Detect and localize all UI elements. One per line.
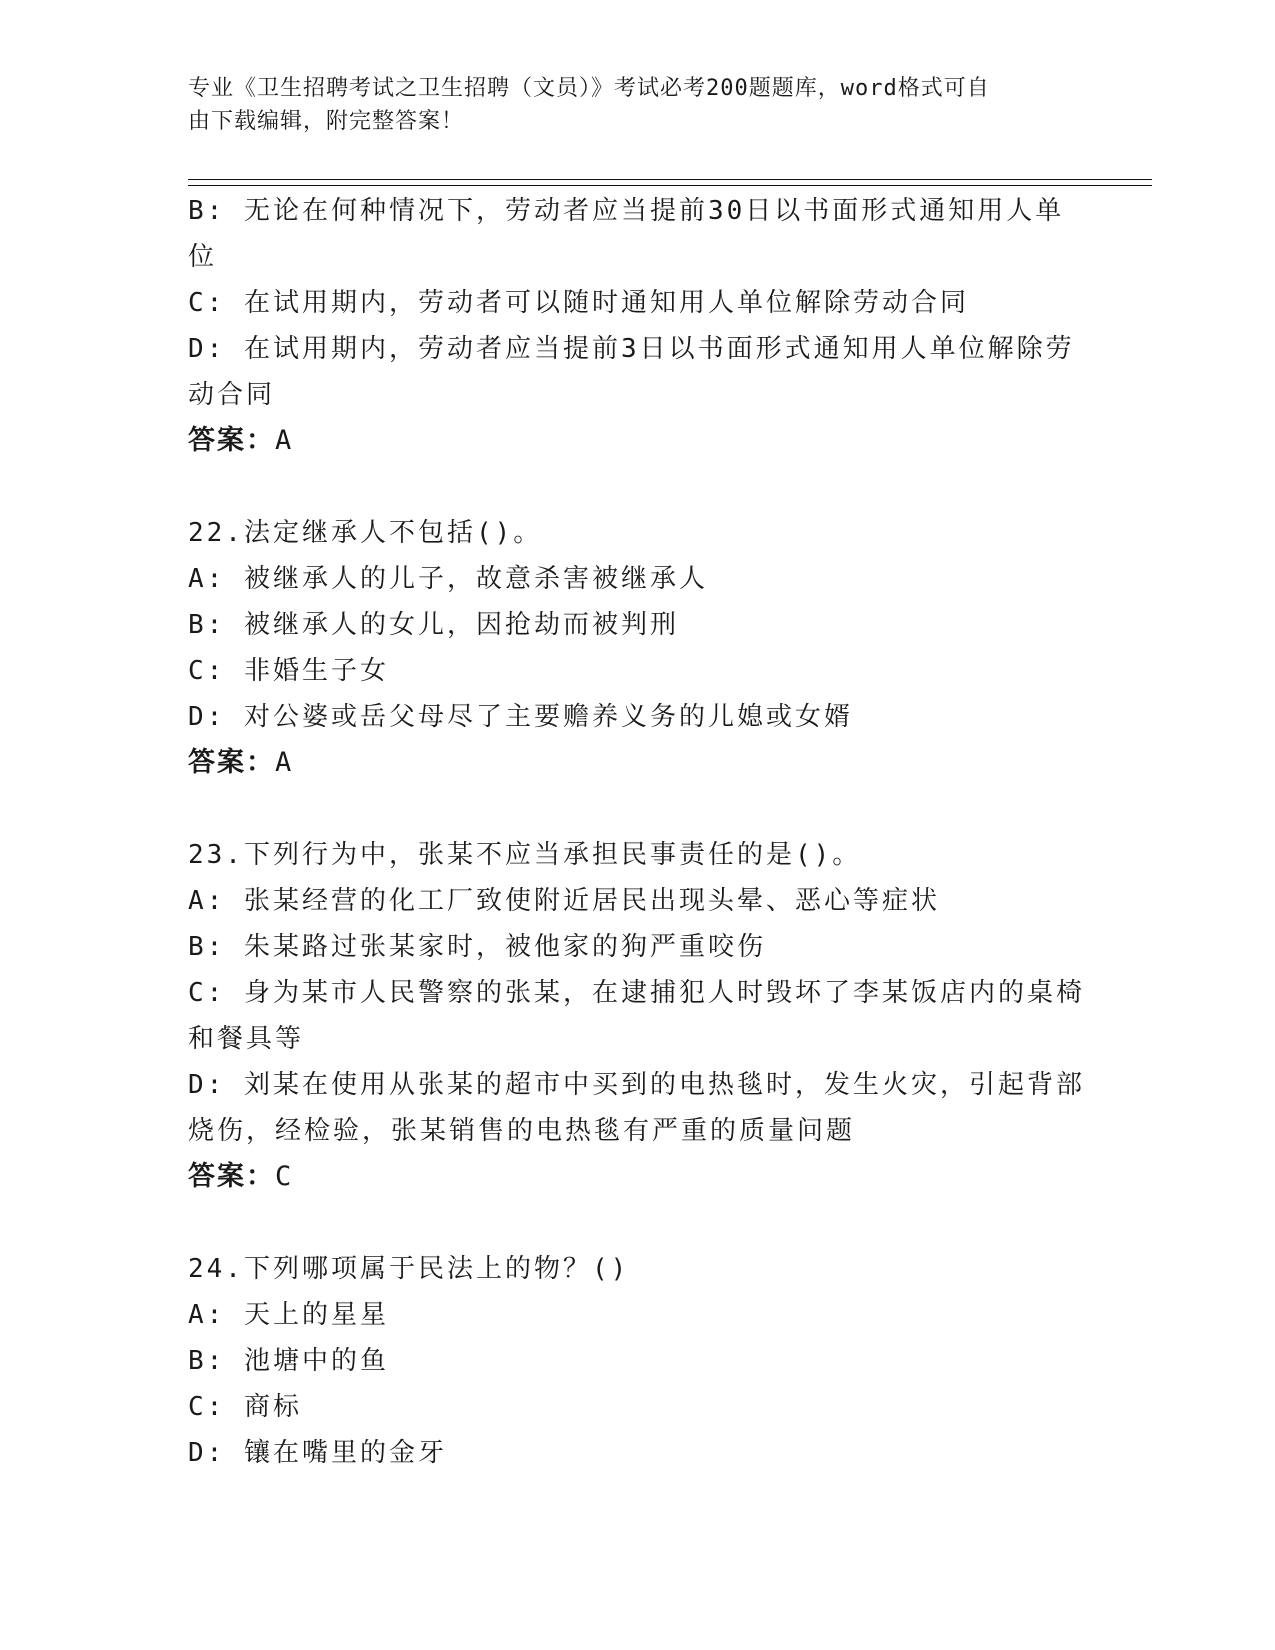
question-content xyxy=(188,188,1085,1476)
q24-option-a: A: 天上的星星 xyxy=(188,1300,389,1330)
q21-answer xyxy=(188,418,1068,464)
q22-option-a: A: 被继承人的儿子，故意杀害被继承人 xyxy=(188,564,708,594)
q23-title: 23.下列行为中，张某不应当承担民事责任的是()。 xyxy=(188,840,862,870)
q23-option-b: B: 朱某路过张某家时，被他家的狗严重咬伤 xyxy=(188,932,766,962)
header-line-1: 专业《卫生招聘考试之卫生招聘（文员）》考试必考200题题库，word格式可自 xyxy=(188,76,990,101)
q21-answer-value: A xyxy=(275,425,294,456)
q22-answer-value: A xyxy=(275,747,294,778)
q21-option-c: C: 在试用期内，劳动者可以随时通知用人单位解除劳动合同 xyxy=(188,288,969,318)
spacer xyxy=(188,464,1068,510)
q22-answer xyxy=(188,740,1068,786)
q22-option-d: D: 对公婆或岳父母尽了主要赡养义务的儿媳或女婿 xyxy=(188,702,853,732)
q23-option-c-line-2: 和餐具等 xyxy=(188,1024,305,1054)
q24-title: 24.下列哪项属于民法上的物？() xyxy=(188,1254,630,1284)
q23-option-d-line-2: 烧伤，经检验，张某销售的电热毯有严重的质量问题 xyxy=(188,1116,856,1146)
question-24 xyxy=(188,1246,1068,1476)
q22-option-b: B: 被继承人的女儿，因抢劫而被判刑 xyxy=(188,610,679,640)
q24-option-b: B: 池塘中的鱼 xyxy=(188,1346,389,1376)
document-header xyxy=(188,72,1068,138)
q24-option-d: D: 镶在嘴里的金牙 xyxy=(188,1438,447,1468)
question-21 xyxy=(188,188,1075,464)
q23-option-c-line-1: C: 身为某市人民警察的张某，在逮捕犯人时毁坏了李某饭店内的桌椅 xyxy=(188,978,1085,1008)
q22-title: 22.法定继承人不包括()。 xyxy=(188,518,543,548)
header-rule-bottom xyxy=(188,185,1152,186)
q22-option-c: C: 非婚生子女 xyxy=(188,656,389,686)
q23-answer-label: 答案： xyxy=(188,1161,275,1192)
q21-option-b-line-2: 位 xyxy=(188,242,218,272)
q23-option-d-line-1: D: 刘某在使用从张某的超市中买到的电热毯时，发生火灾，引起背部 xyxy=(188,1070,1085,1100)
q21-option-d-line-1: D: 在试用期内，劳动者应当提前3日以书面形式通知用人单位解除劳 xyxy=(188,334,1075,364)
q23-answer-value: C xyxy=(275,1161,294,1192)
q21-option-b-line-1: B: 无论在何种情况下，劳动者应当提前30日以书面形式通知用人单 xyxy=(188,196,1065,226)
q21-option-d-line-2: 动合同 xyxy=(188,380,276,410)
question-22 xyxy=(188,510,1068,786)
q23-answer xyxy=(188,1154,1068,1200)
q21-answer-label: 答案： xyxy=(188,425,275,456)
q23-option-a: A: 张某经营的化工厂致使附近居民出现头晕、恶心等症状 xyxy=(188,886,940,916)
q24-option-c: C: 商标 xyxy=(188,1392,302,1422)
question-23 xyxy=(188,832,1085,1200)
header-rule-top xyxy=(188,179,1152,180)
header-line-2: 由下载编辑，附完整答案！ xyxy=(188,109,465,134)
spacer xyxy=(188,786,1068,832)
spacer xyxy=(188,1200,1068,1246)
q22-answer-label: 答案： xyxy=(188,747,275,778)
